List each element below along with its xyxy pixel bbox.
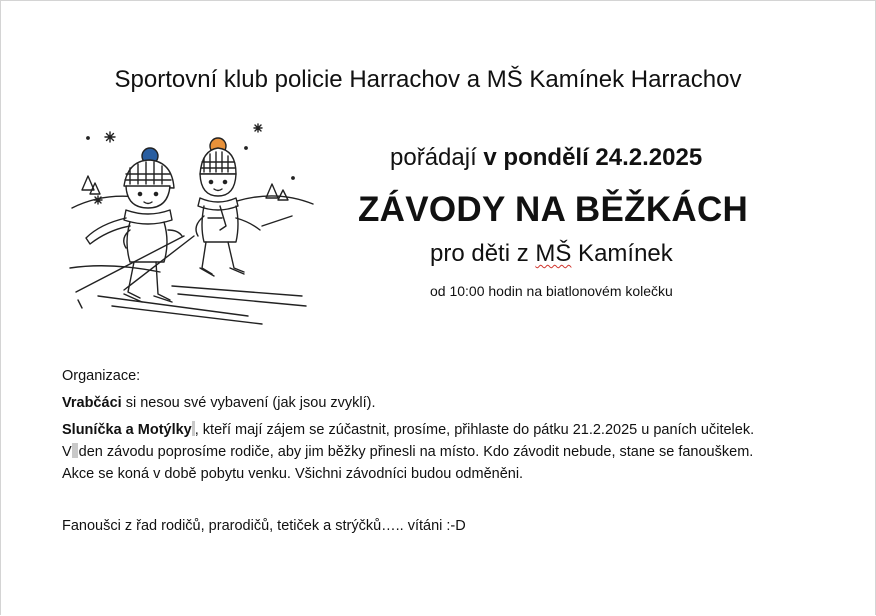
paragraph-akce: Akce se koná v době pobytu venku. Všichni závodníci budou odměněni.	[62, 466, 524, 482]
date-prefix: pořádají	[390, 144, 484, 171]
kids-skiing-illustration	[68, 118, 318, 333]
paragraph-slunicka	[62, 419, 754, 441]
event-date: v pondělí 24.2.2025	[483, 144, 703, 171]
line2-v: V	[62, 444, 72, 460]
snowflake-icon	[105, 132, 115, 142]
slunicka-text: , kteří mají zájem se zúčastnit, prosíme, přihlaste do pátku 21.2.2025 u paních učitelek.	[194, 422, 755, 438]
text-cursor-highlight	[72, 443, 78, 458]
line2-text: den závodu poprosíme rodiče, aby jim běžky přinesli na místo. Kdo závodit nebude, stane se fanouškem.	[78, 444, 754, 460]
audience-suffix: Kamínek	[571, 240, 673, 267]
audience-prefix: pro děti z	[430, 240, 536, 267]
paragraph-vrabcaci	[62, 392, 376, 414]
snowflake-icon	[254, 124, 262, 132]
time-and-place: od 10:00 hodin na biatlonovém kolečku	[430, 283, 673, 299]
paragraph-den-zavodu	[62, 441, 753, 463]
event-date-line	[390, 144, 702, 172]
audience-ms-spellcheck: MŠ	[535, 240, 572, 267]
event-title: ZÁVODY NA BĚŽKÁCH	[358, 190, 749, 229]
group-slunicka-motylky: Sluníčka a Motýlky	[62, 422, 192, 438]
paragraph-fanousci: Fanoušci z řad rodičů, prarodičů, tetiček a strýčků….. vítáni :-D	[62, 518, 466, 534]
organizace-label: Organizace:	[62, 368, 141, 384]
organizers-heading: Sportovní klub policie Harrachov a MŠ Kamínek Harrachov	[114, 66, 742, 93]
audience-line	[430, 240, 673, 268]
group-vrabcaci: Vrabčáci	[62, 395, 122, 411]
vrabcaci-text: si nesou své vybavení (jak jsou zvyklí).	[121, 395, 376, 411]
